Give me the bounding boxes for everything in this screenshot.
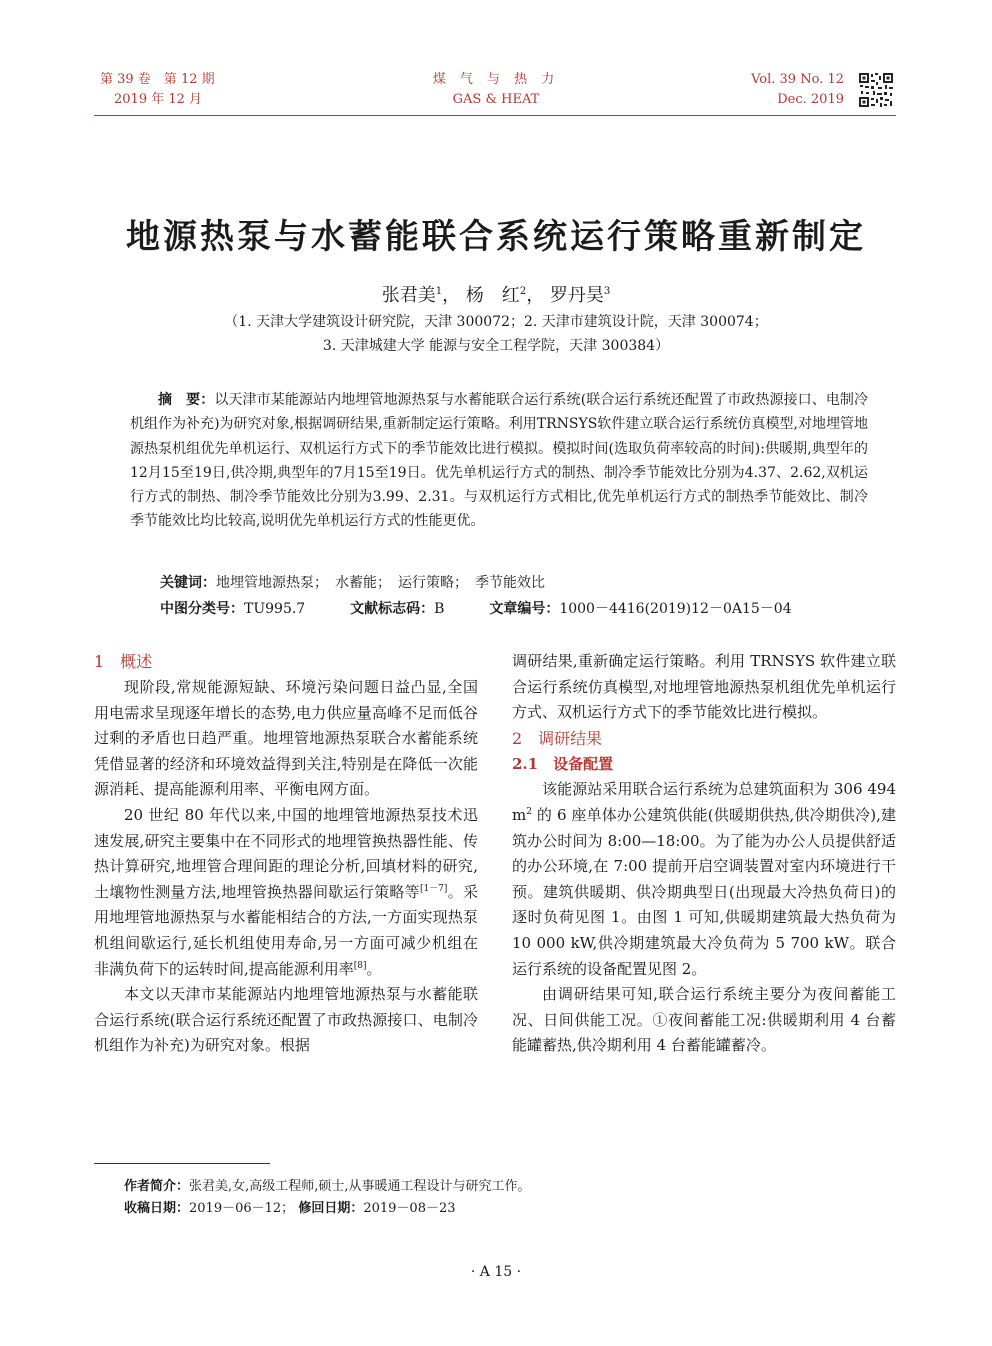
author-list bbox=[0, 279, 992, 309]
clc-value: TU995.7 bbox=[244, 601, 306, 617]
paragraph-2-text: 。 bbox=[366, 959, 382, 978]
author-bio-text: 张君美,女,高级工程师,硕士,从事暖通工程设计与研究工作。 bbox=[189, 1179, 531, 1194]
page-number: · A 15 · bbox=[470, 1264, 522, 1280]
paragraph-2-text: 20 世纪 80 年代以来,中国的地埋管地源热泵技术迅速发展,研究主要集中在不同形式的地埋管换热器性能、传热计算研究,地埋管合理间距的理论分析,回填材料的研究,土壤物性测量方法,地埋管换热器间歇运行策略等 bbox=[94, 805, 478, 901]
citation-8[interactable]: [8] bbox=[353, 960, 367, 971]
author-separator: ， bbox=[442, 285, 461, 306]
revised-label: 修回日期： bbox=[298, 1201, 364, 1216]
classification-line bbox=[160, 598, 792, 620]
body-column-left bbox=[94, 649, 478, 1059]
affiliation-line-2: 3. 天津城建大学 能源与安全工程学院，天津 300384） bbox=[322, 338, 670, 354]
paragraph-4-text: 的 6 座单体办公建筑供能(供暖期供热,供冷期供冷),建筑办公时间为 8:00—18:00。为了能为办公人员提供舒适的办公环境,在 7:00 提前开启空调装置对室内环境进行干预。建筑供暖期、供冷期典型日(出现最大冷热负荷日)的逐时负荷见图 1。由图 1 可知,供暖期建筑最大热负荷为10 000 kW,供冷期建筑最大冷负荷为 5 700 kW。联合运行系统的设备配置见图 2。 bbox=[512, 805, 896, 978]
article-no-label: 文章编号： bbox=[489, 601, 560, 617]
dates-line bbox=[124, 1199, 456, 1219]
author-bio bbox=[124, 1177, 531, 1197]
journal-name-en: GAS & HEAT bbox=[452, 92, 540, 107]
paragraph-3-continued: 调研结果,重新确定运行策略。利用 TRNSYS 软件建立联合运行系统仿真模型,对地埋管地源热泵机组优先单机运行方式、双机运行方式下的季节能效比进行模拟。 bbox=[512, 652, 896, 722]
author-name: 罗丹昊 bbox=[549, 285, 604, 306]
header-center bbox=[396, 70, 596, 110]
unit-exponent: 2 bbox=[526, 806, 532, 817]
abstract-label: 摘 要： bbox=[158, 392, 215, 408]
author-affil-mark: 2 bbox=[519, 286, 527, 297]
paragraph-5: 由调研结果可知,联合运行系统主要分为夜间蓄能工况、日间供能工况。①夜间蓄能工况:供暖期利用 4 台蓄能罐蓄热,供冷期利用 4 台蓄能罐蓄冷。 bbox=[512, 985, 896, 1055]
date-cn: 2019 年 12 月 bbox=[114, 92, 203, 107]
keywords bbox=[160, 572, 545, 594]
received-label: 收稿日期： bbox=[124, 1201, 190, 1216]
doc-code-label: 文献标志码： bbox=[350, 601, 435, 617]
citation-1-7[interactable]: [1－7] bbox=[419, 883, 448, 894]
paragraph-3: 本文以天津市某能源站内地埋管地源热泵与水蓄能联合运行系统(联合运行系统还配置了市政热源接口、电制冷机组作为补充)为研究对象。根据 bbox=[94, 985, 478, 1055]
revised-date: 2019－08－23 bbox=[363, 1201, 456, 1216]
volume-issue-en: Vol. 39 No. 12 bbox=[751, 72, 844, 87]
body-column-right bbox=[512, 649, 896, 1059]
affiliation-line-1: （1. 天津大学建筑设计研究院，天津 300072；2. 天津市建筑设计院，天津 300074； bbox=[224, 314, 768, 330]
section-2-1-heading: 2.1 设备配置 bbox=[512, 754, 614, 773]
received-date: 2019－06－12； bbox=[189, 1201, 295, 1216]
author-name: 杨 红 bbox=[465, 285, 520, 306]
article-title: 地源热泵与水蓄能联合系统运行策略重新制定 bbox=[126, 217, 866, 257]
keywords-text: 地埋管地源热泵； 水蓄能； 运行策略； 季节能效比 bbox=[216, 575, 545, 591]
paragraph-4-text: 该能源站采用联合运行系统为总建筑面积为 306 494 m bbox=[512, 780, 896, 824]
author-separator: ， bbox=[526, 285, 545, 306]
abstract bbox=[130, 388, 868, 534]
paragraph-1: 现阶段,常规能源短缺、环境污染问题日益凸显,全国用电需求呈现逐年增长的态势,电力供应量高峰不足而低谷过剩的矛盾也日趋严重。地埋管地源热泵联合水蓄能系统凭借显著的经济和环境效益得到关注,特别是在降低一次能源消耗、提高能源利用率、平衡电网方面。 bbox=[94, 678, 478, 799]
journal-name-cn: 煤 气 与 热 力 bbox=[432, 72, 560, 87]
qr-code-icon bbox=[858, 72, 894, 108]
abstract-text: 以天津市某能源站内地埋管地源热泵与水蓄能联合运行系统(联合运行系统还配置了市政热源接口、电制冷机组作为补充)为研究对象,根据调研结果,重新制定运行策略。利用TRNSYS软件建立联合运行系统仿真模型,对地埋管地源热泵机组优先单机运行、双机运行方式下的季节能效比进行模拟。模拟时间(选取负荷率较高的时间):供暖期,典型年的12月15至19日,供冷期,典型年的7月15至19日。优先单机运行方式的制热、制冷季节能效比分别为4.37、2.62,双机运行方式的制热、制冷季节能效比分别为3.99、2.31。与双机运行方式相比,优先单机运行方式的制热季节能效比、制冷季节能效比均比较高,说明优先单机运行方式的性能更优。 bbox=[130, 392, 869, 530]
header-left bbox=[100, 70, 215, 110]
clc-label: 中图分类号： bbox=[160, 601, 244, 617]
paragraph-4 bbox=[512, 777, 896, 982]
keywords-label: 关键词： bbox=[160, 575, 216, 591]
section-1-heading: 1 概述 bbox=[94, 652, 153, 671]
header-rule bbox=[94, 115, 896, 116]
paragraph-2 bbox=[94, 803, 478, 982]
doc-code-value: B bbox=[434, 601, 445, 617]
section-2-heading: 2 调研结果 bbox=[512, 728, 603, 748]
date-en: Dec. 2019 bbox=[777, 92, 844, 107]
author-name: 张君美 bbox=[381, 285, 436, 306]
volume-issue-cn: 第 39 卷 第 12 期 bbox=[100, 72, 215, 87]
paragraph-2-text: 。采用地埋管地源热泵与水蓄能相结合的方法,一方面实现热泵机组间歇运行,延长机组使用寿命,另一方面可减少机组在非满负荷下的运转时间,提高能源利用率 bbox=[94, 882, 478, 978]
author-affil-mark: 3 bbox=[603, 286, 611, 297]
footnote-rule bbox=[94, 1163, 270, 1164]
header-right bbox=[751, 70, 844, 110]
author-affil-mark: 1 bbox=[435, 286, 443, 297]
article-no-value: 1000－4416(2019)12－0A15－04 bbox=[559, 601, 792, 617]
author-bio-label: 作者简介： bbox=[124, 1179, 190, 1194]
